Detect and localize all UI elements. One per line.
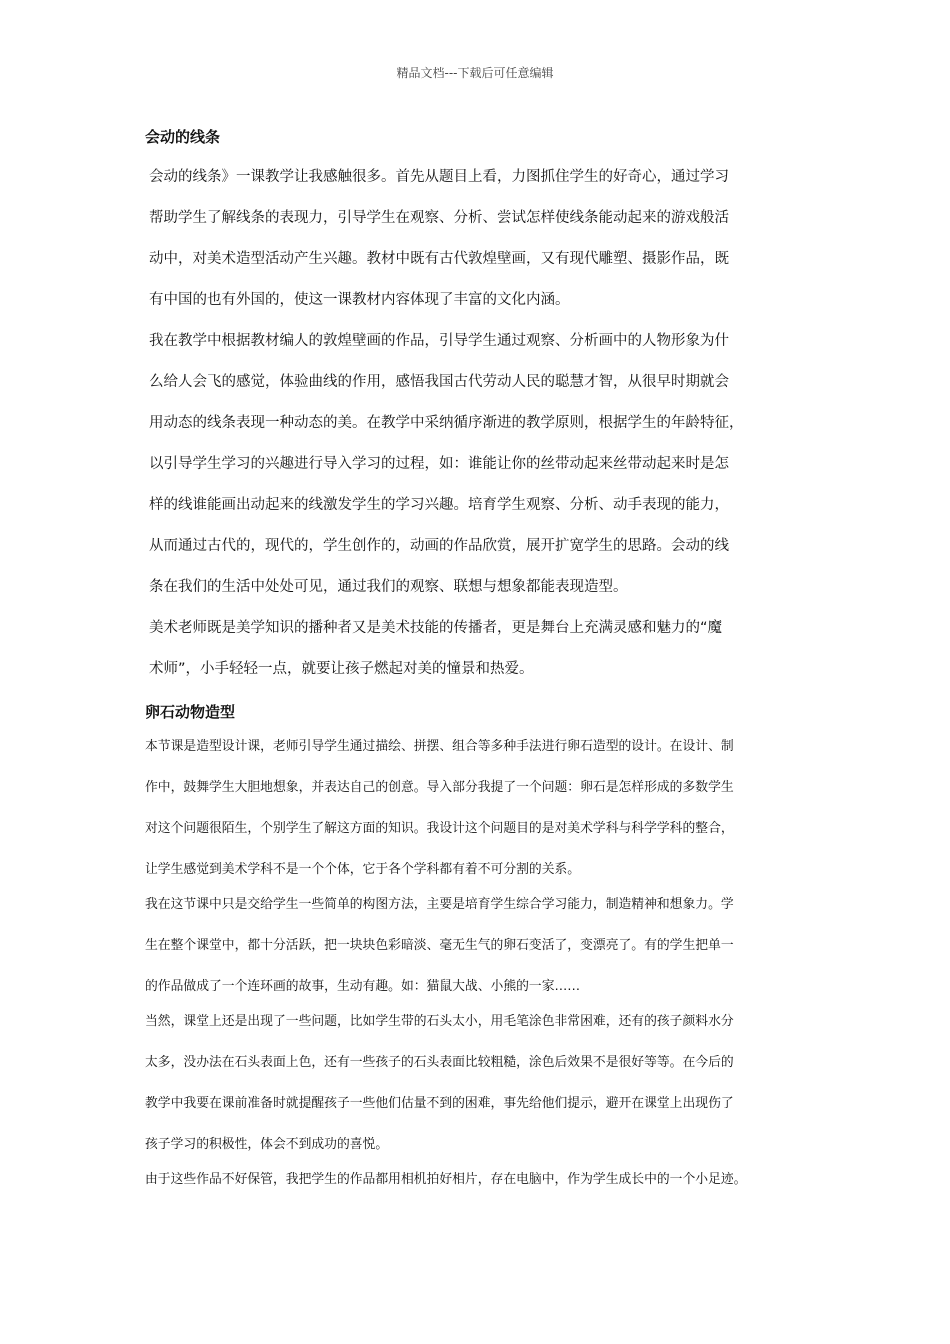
paragraph <box>145 884 734 1007</box>
text-line: 么给人会飞的感觉，体验曲线的作用，感悟我国古代劳动人民的聪慧才智，从很早时期就会 <box>149 374 729 390</box>
paragraph <box>149 157 729 321</box>
text-line: 美术老师既是美学知识的播种者又是美术技能的传播者，更是舞台上充满灵感和魅力的“魔 <box>149 620 723 636</box>
paragraph <box>149 608 722 690</box>
text-line: 作中，鼓舞学生大胆地想象，并表达自己的创意。导入部分我提了一个问题：卵石是怎样形成的多数学生 <box>145 780 734 795</box>
text-line: 我在这节课中只是交给学生一些简单的构图方法，主要是培育学生综合学习能力，制造精神和想象力。学 <box>145 897 734 912</box>
text-line: 用动态的线条表现一种动态的美。在教学中采纳循序渐进的教学原则，根据学生的年龄特征， <box>149 415 744 431</box>
text-line: 样的线谁能画出动起来的线激发学生的学习兴趣。培育学生观察、分析、动手表现的能力， <box>149 497 729 513</box>
section-title: 会动的线条 <box>145 128 221 146</box>
text-line: 让学生感觉到美术学科不是一个个体，它于各个学科都有着不可分割的关系。 <box>145 862 581 877</box>
text-line: 会动的线条》一课教学让我感触很多。首先从题目上看，力图抓住学生的好奇心，通过学习 <box>149 169 729 185</box>
text-line: 的作品做成了一个连环画的故事，生动有趣。如：猫鼠大战、小熊的一家…… <box>145 979 581 994</box>
text-line: 本节课是造型设计课，老师引导学生通过描绘、拼摆、组合等多种手法进行卵石造型的设计。在设计、制 <box>145 739 734 754</box>
text-line: 教学中我要在课前准备时就提醒孩子一些他们估量不到的困难，事先给他们提示，避开在课堂上出现伤了 <box>145 1096 734 1111</box>
text-line: 孩子学习的积极性，体会不到成功的喜悦。 <box>145 1137 389 1152</box>
paragraph <box>145 726 734 890</box>
text-line: 有中国的也有外国的，使这一课教材内容体现了丰富的文化内涵。 <box>149 292 570 308</box>
text-line: 条在我们的生活中处处可见，通过我们的观察、联想与想象都能表现造型。 <box>149 579 628 595</box>
text-line: 动中，对美术造型活动产生兴趣。教材中既有古代敦煌壁画，又有现代雕塑、摄影作品，既 <box>149 251 729 267</box>
text-line: 我在教学中根据教材编人的敦煌壁画的作品，引导学生通过观察、分析画中的人物形象为什 <box>149 333 729 349</box>
text-line: 帮助学生了解线条的表现力，引导学生在观察、分析、尝试怎样使线条能动起来的游戏般活 <box>149 210 729 226</box>
text-line: 术师”，小手轻轻一点，就要让孩子燃起对美的憧景和热爱。 <box>149 661 534 677</box>
text-line: 当然，课堂上还是出现了一些问题，比如学生带的石头太小，用毛笔涂色非常困难，还有的孩子颜料水分 <box>145 1014 734 1029</box>
section-title: 卵石动物造型 <box>145 703 236 721</box>
paragraph <box>145 1001 734 1165</box>
page-header: 精品文档---下载后可任意编辑 <box>396 66 554 80</box>
text-line: 从而通过古代的，现代的，学生创作的，动画的作品欣赏，展开扩宽学生的思路。会动的线 <box>149 538 729 554</box>
text-line: 以引导学生学习的兴趣进行导入学习的过程，如：谁能让你的丝带动起来丝带动起来时是怎 <box>149 456 729 472</box>
text-line: 生在整个课堂中，都十分活跃，把一块块色彩暗淡、毫无生气的卵石变活了，变漂亮了。有的学生把单一 <box>145 938 734 953</box>
text-line: 由于这些作品不好保管，我把学生的作品都用相机拍好相片，存在电脑中，作为学生成长中的一个小足迹。 <box>145 1172 747 1187</box>
paragraph <box>149 321 744 608</box>
paragraph <box>145 1159 746 1200</box>
text-line: 对这个问题很陌生，个别学生了解这方面的知识。我设计这个问题目的是对美术学科与科学学科的整合， <box>145 821 734 836</box>
text-line: 太多，没办法在石头表面上色，还有一些孩子的石头表面比较粗糙，涂色后效果不是很好等等。在今后的 <box>145 1055 734 1070</box>
